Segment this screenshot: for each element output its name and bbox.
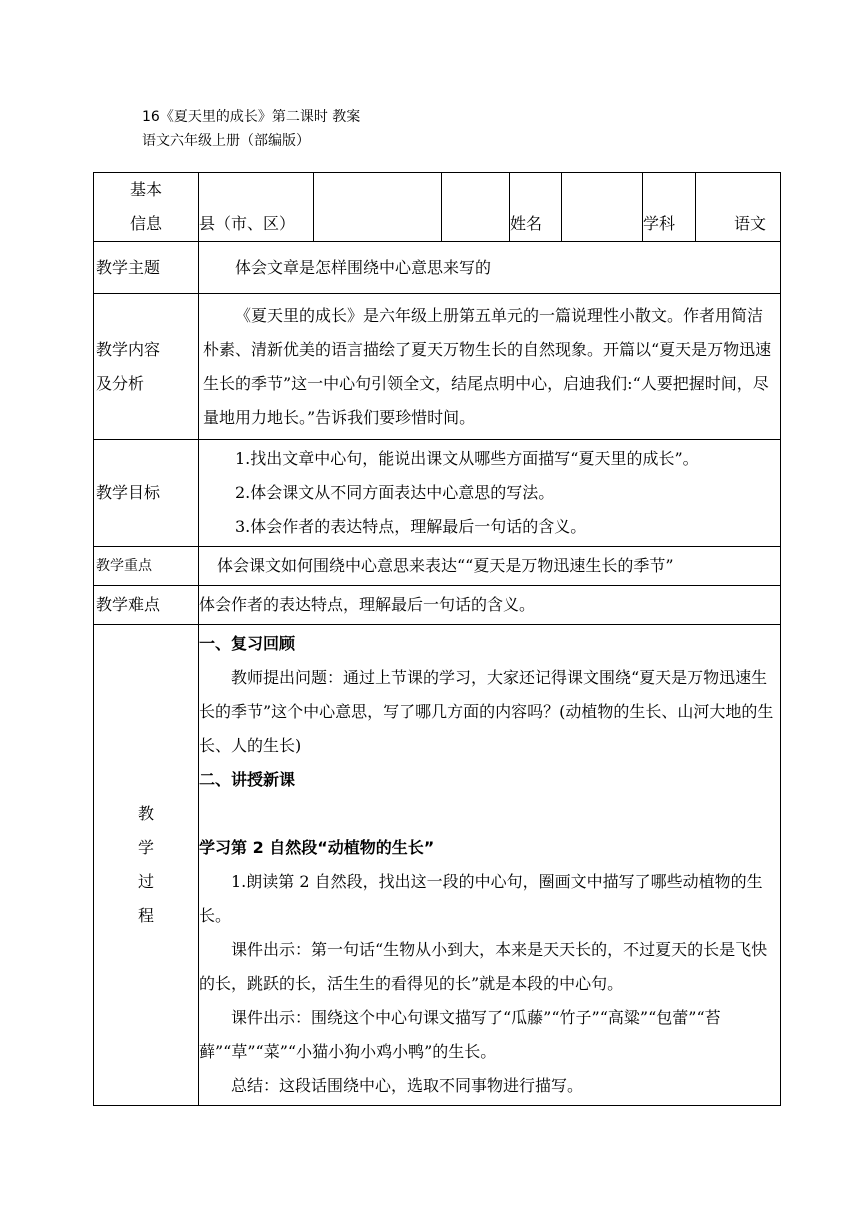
name-label: 姓名 [510, 214, 543, 233]
content-analysis-label [94, 294, 199, 440]
county-cell [199, 173, 314, 242]
process-label [94, 625, 199, 1106]
goal-item: 2.体会课文从不同方面表达中心意思的写法。 [235, 483, 555, 502]
subject-cell [643, 173, 696, 242]
difficulty-row [94, 586, 781, 625]
goal-item: 1.找出文章中心句，能说出课文从哪些方面描写“夏天里的成长”。 [235, 449, 699, 468]
lesson-plan-table [93, 172, 781, 1106]
process-row [94, 625, 781, 1106]
difficulty-label: 教学难点 [94, 586, 199, 625]
basic-info-label-line1: 基本 [129, 180, 162, 199]
process-label-char: 教 [137, 804, 154, 823]
section-paragraph: 总结：这段话围绕中心，选取不同事物进行描写。 [231, 1076, 584, 1095]
key-point-row [94, 547, 781, 586]
goals-label: 教学目标 [94, 440, 199, 547]
theme-text: 体会文章是怎样围绕中心意思来写的 [235, 257, 492, 277]
section-paragraph: 1.朗读第 2 自然段，找出这一段的中心句，圈画文中描写了哪些动植物的生长。 [199, 872, 763, 925]
difficulty-cell [199, 586, 781, 625]
section-paragraph: 课件出示：第一句话“生物从小到大，本来是天天长的，不过夏天的长是飞快的长，跳跃的长，活生生的看得见的长”就是本段的中心句。 [199, 940, 768, 993]
content-analysis-label-line2: 及分析 [96, 373, 145, 393]
key-point-text: 体会课文如何围绕中心意思来表达““夏天是万物迅速生长的季节” [217, 556, 674, 575]
process-cell [199, 625, 781, 1106]
theme-row [94, 242, 781, 294]
key-point-label: 教学重点 [94, 547, 199, 586]
basic-info-label-line2: 信息 [129, 214, 162, 233]
document-title: 16《夏天里的成长》第二课时 教案 [142, 109, 361, 125]
subject-value-cell [696, 173, 781, 242]
content-analysis-cell [199, 294, 781, 440]
process-label-char: 过 [137, 872, 154, 891]
content-analysis-row [94, 294, 781, 440]
document-subtitle: 语文六年级上册（部编版） [142, 133, 310, 149]
content-analysis-text: 《夏天里的成长》是六年级上册第五单元的一篇说理性小散文。作者用简洁朴素、清新优美的语言描绘了夏天万物生长的自然现象。开篇以“夏天是万物迅速生长的季节”这一中心句引领全文，结尾点明中心，启迪我们:“人要把握时间，尽量地用力地长。”告诉我们要珍惜时间。 [203, 305, 772, 427]
name-cell [510, 173, 562, 242]
county-label: 县（市、区） [199, 214, 296, 233]
section-paragraph: 课件出示：围绕这个中心句课文描写了“瓜藤”“竹子”“高粱”“包蕾”“苔藓”“草”“菜”“小猫小狗小鸡小鸭”的生长。 [199, 1008, 721, 1061]
basic-info-row [94, 173, 781, 242]
spacer [199, 797, 778, 831]
empty-cell-1 [314, 173, 442, 242]
section-heading: 一、复习回顾 [199, 634, 296, 653]
section-paragraph: 教师提出问题：通过上节课的学习，大家还记得课文围绕“夏天是万物迅速生长的季节”这个中心意思，写了哪几方面的内容吗？(动植物的生长、山河大地的生长、人的生长) [199, 668, 774, 755]
goals-row [94, 440, 781, 547]
key-point-cell [199, 547, 781, 586]
content-analysis-label-line1: 教学内容 [96, 339, 161, 359]
theme-label: 教学主题 [94, 242, 199, 294]
goal-item: 3.体会作者的表达特点，理解最后一句话的含义。 [235, 517, 587, 536]
basic-info-label [94, 173, 199, 242]
subject-label: 学科 [643, 214, 676, 233]
section-heading: 二、讲授新课 [199, 770, 296, 789]
empty-cell-2 [442, 173, 510, 242]
difficulty-text: 体会作者的表达特点，理解最后一句话的含义。 [199, 595, 536, 614]
goals-cell [199, 440, 781, 547]
name-value-cell [562, 173, 643, 242]
theme-cell [199, 242, 781, 294]
process-label-char: 学 [137, 838, 154, 857]
subject-value: 语文 [733, 214, 766, 233]
process-label-char: 程 [137, 906, 154, 925]
sub-heading: 学习第 2 自然段“动植物的生长” [199, 838, 435, 857]
